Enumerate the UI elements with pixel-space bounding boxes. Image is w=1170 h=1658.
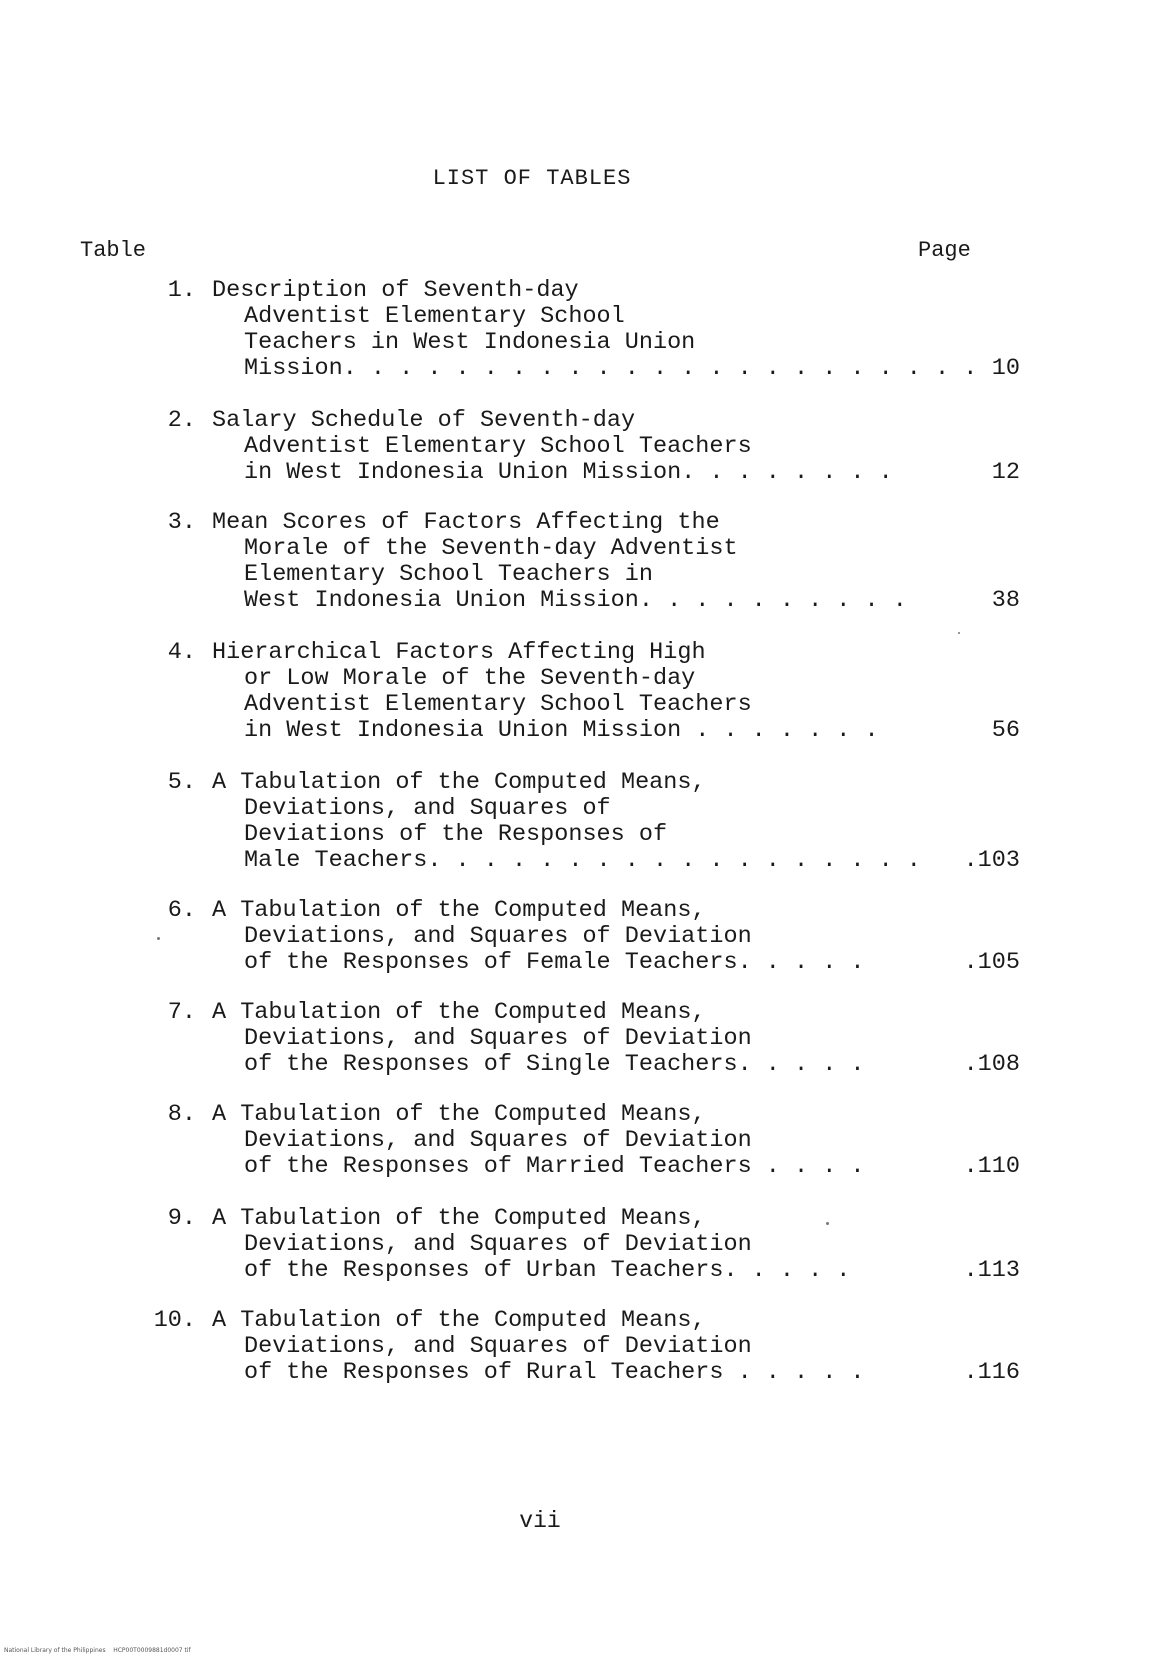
entry-title-line: in West Indonesia Union Mission. . . . . . . . [244,459,893,486]
entry-title-line: of the Responses of Female Teachers. . . . . [244,949,865,976]
entry-number: 3. [167,509,196,536]
page-number: vii [519,1508,561,1534]
scan-speck [826,1222,829,1225]
entry-title-line: Adventist Elementary School Teachers [244,433,752,460]
entry-title-line: Salary Schedule of Seventh-day [212,407,636,434]
entry-title-line: A Tabulation of the Computed Means, [212,1205,706,1232]
entry-title-line: Male Teachers. . . . . . . . . . . . . . . . . . [244,847,921,874]
entry-page-number: .110 [963,1153,1020,1180]
entry-title-line: Mission. . . . . . . . . . . . . . . . . . . . . . . [244,355,978,382]
entry-title-line: A Tabulation of the Computed Means, [212,999,706,1026]
entry-number: 8. [167,1101,196,1128]
table-column-header: Table [80,238,147,263]
page-column-header: Page [918,238,971,263]
entry-number: 9. [167,1205,196,1232]
entry-page-number: .105 [963,949,1020,976]
page-title: LIST OF TABLES [432,166,632,191]
entry-title-line: Teachers in West Indonesia Union [244,329,696,356]
entry-title-line: of the Responses of Urban Teachers. . . . . [244,1257,851,1284]
entry-page-number: 56 [991,717,1020,744]
entry-number: 5. [167,769,196,796]
entry-number: 6. [167,897,196,924]
entry-title-line: Morale of the Seventh-day Adventist [244,535,738,562]
entry-page-number: .113 [963,1257,1020,1284]
entry-title-line: Deviations of the Responses of [244,821,668,848]
entry-title-line: Mean Scores of Factors Affecting the [212,509,720,536]
entry-title-line: Deviations, and Squares of Deviation [244,1127,752,1154]
entry-title-line: Adventist Elementary School [244,303,625,330]
entry-title-line: of the Responses of Married Teachers . . . . [244,1153,865,1180]
scan-imprint: National Library of the Philippines HCP00T0009881d0007 tif [4,1647,191,1654]
entry-title-line: Elementary School Teachers in [244,561,653,588]
entry-page-number: .103 [963,847,1020,874]
scan-speck [958,632,960,634]
entry-title-line: of the Responses of Rural Teachers . . . . . [244,1359,865,1386]
entry-number: 4. [167,639,196,666]
entry-title-line: of the Responses of Single Teachers. . . . . [244,1051,865,1078]
entry-title-line: Deviations, and Squares of Deviation [244,1333,752,1360]
entry-title-line: A Tabulation of the Computed Means, [212,897,706,924]
entry-title-line: Deviations, and Squares of Deviation [244,1231,752,1258]
scan-speck [157,937,160,940]
entry-title-line: Description of Seventh-day [212,277,579,304]
entry-title-line: A Tabulation of the Computed Means, [212,1307,706,1334]
entry-page-number: 10 [991,355,1020,382]
entry-title-line: West Indonesia Union Mission. . . . . . . . . . [244,587,907,614]
entry-title-line: Adventist Elementary School Teachers [244,691,752,718]
entry-page-number: .116 [963,1359,1020,1386]
entry-number: 7. [167,999,196,1026]
entry-title-line: A Tabulation of the Computed Means, [212,1101,706,1128]
entry-title-line: or Low Morale of the Seventh-day [244,665,696,692]
entry-page-number: .108 [963,1051,1020,1078]
entry-title-line: in West Indonesia Union Mission . . . . . . . [244,717,879,744]
entry-page-number: 38 [991,587,1020,614]
entry-title-line: Deviations, and Squares of [244,795,611,822]
entry-page-number: 12 [991,459,1020,486]
entry-title-line: Deviations, and Squares of Deviation [244,923,752,950]
entry-title-line: Deviations, and Squares of Deviation [244,1025,752,1052]
entry-title-line: Hierarchical Factors Affecting High [212,639,706,666]
entry-number: 2. [167,407,196,434]
entry-number: 1. [167,277,196,304]
entry-title-line: A Tabulation of the Computed Means, [212,769,706,796]
entry-number: 10. [153,1307,196,1334]
